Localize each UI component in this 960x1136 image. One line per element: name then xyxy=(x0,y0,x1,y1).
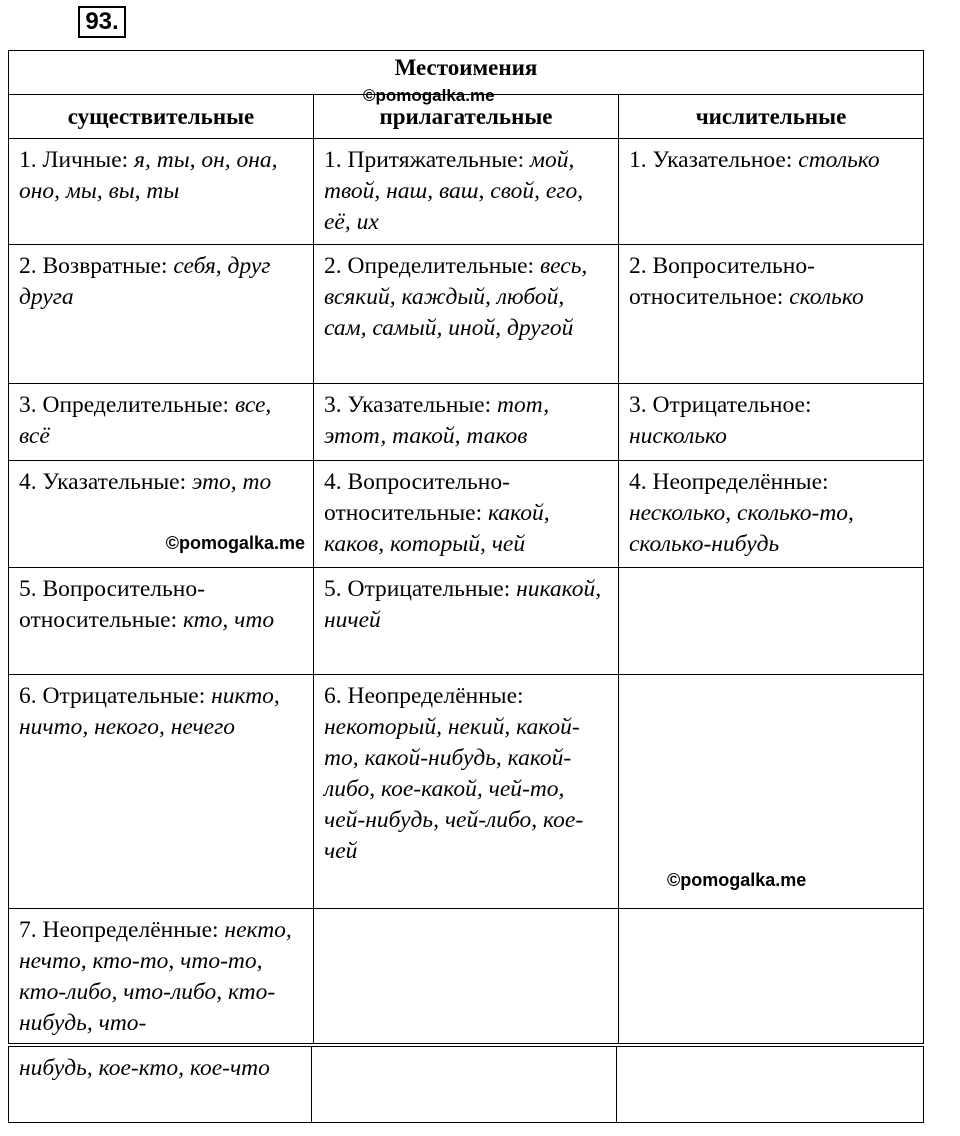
table-cell: 1. Притяжательные: мой, твой, наш, ваш, свой, его, её, их xyxy=(314,139,619,245)
pronouns-table xyxy=(8,50,924,1044)
table-cell: 4. Вопросительно-относительные: какой, каков, который, чей xyxy=(314,461,619,568)
pronouns-table-continuation xyxy=(8,1046,924,1123)
table-cell: 4. Указательные: это, то ©pomogalka.me xyxy=(9,461,314,568)
table-cell: 6. Отрицательные: никто, ничто, некого, нечего xyxy=(9,675,314,909)
table-cell: 7. Неопределённые: некто, нечто, кто-то, что-то, кто-либо, что-либо, кто-нибудь, что- xyxy=(9,909,314,1044)
watermark: ©pomogalka.me xyxy=(667,870,807,890)
table-cell: 4. Неопределённые: несколько, сколько-то, сколько-нибудь xyxy=(619,461,924,568)
table-cell: 1. Личные: я, ты, он, она, оно, мы, вы, ты xyxy=(9,139,314,245)
exercise-number: 93. xyxy=(78,6,126,38)
table-cell xyxy=(619,909,924,1044)
table-cell xyxy=(619,675,924,909)
header-numerals: числительные xyxy=(619,95,924,139)
table-cell xyxy=(312,1047,617,1123)
table-cell: 5. Вопросительно-относительные: кто, что xyxy=(9,568,314,675)
table-cell: нибудь, кое-кто, кое-что xyxy=(9,1047,312,1123)
table-cell: 2. Вопросительно-относительное: сколько xyxy=(619,245,924,384)
table-title: Местоимения xyxy=(9,51,924,95)
table-cell: 3. Определительные: все, всё xyxy=(9,384,314,461)
table-cell: 2. Определительные: весь, всякий, каждый, любой, сам, самый, иной, другой xyxy=(314,245,619,384)
table-cell: 2. Возвратные: себя, друг друга xyxy=(9,245,314,384)
table-cell: 3. Указательные: тот, этот, такой, таков xyxy=(314,384,619,461)
table-cell: 3. Отрицательное: нисколько xyxy=(619,384,924,461)
watermark: ©pomogalka.me xyxy=(363,86,495,105)
table-cell xyxy=(314,909,619,1044)
table-cell xyxy=(619,568,924,675)
table-cell xyxy=(617,1047,924,1123)
table-cell: 5. Отрицательные: никакой, ничей xyxy=(314,568,619,675)
header-nouns: существительные xyxy=(9,95,314,139)
table-cell: 6. Неопределённые: некоторый, некий, какой-то, какой-нибудь, какой-либо, кое-какой, чей-то, чей-нибудь, чей-либо, кое-чей xyxy=(314,675,619,909)
header-adjectives: прилагательные xyxy=(314,95,619,139)
watermark: ©pomogalka.me xyxy=(165,533,305,553)
table-cell: 1. Указательное: столько xyxy=(619,139,924,245)
